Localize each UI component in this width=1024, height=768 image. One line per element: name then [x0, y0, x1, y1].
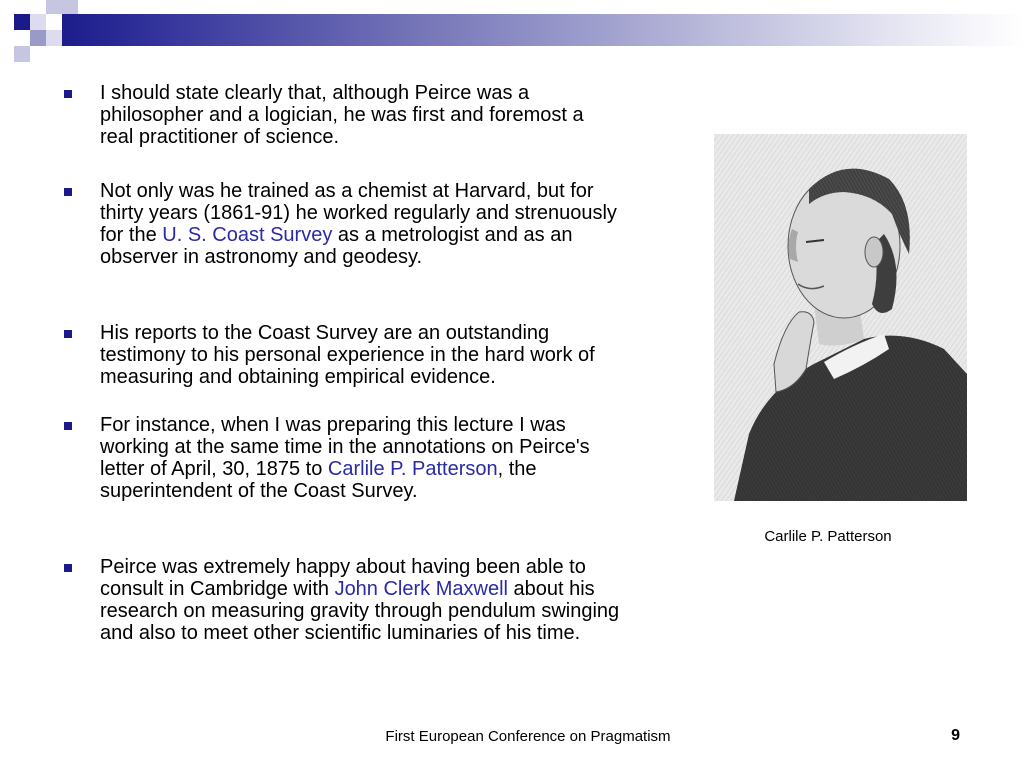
bullet-item — [60, 556, 620, 644]
carlile-patterson-link[interactable]: Carlile P. Patterson — [327, 458, 498, 480]
header-square-decoration — [30, 14, 46, 30]
bullet-text: Not only was he trained as a chemist at Harvard, but for thirty years (1861-91) he worked regularly and strenuously for the U. S. Coast Survey as a metrologist and as an observer in astronomy and geodesy. — [100, 180, 617, 268]
square-bullet-icon — [64, 330, 72, 338]
header-square-decoration — [14, 14, 30, 30]
footer-text: First European Conference on Pragmatism — [385, 728, 671, 745]
bullet-text: I should state clearly that, although Peirce was a philosopher and a logician, he was first and foremost a real practitioner of science. — [100, 82, 584, 148]
square-bullet-icon — [64, 188, 72, 196]
header-square-decoration — [46, 0, 62, 14]
portrait-image — [714, 134, 967, 501]
bullet-text: Peirce was extremely happy about having been able to consult in Cambridge with John Clerk Maxwell about his research on measuring gravity through pendulum swinging and also to meet other scientific luminaries of his time. — [100, 556, 620, 644]
john-clerk-maxwell-link[interactable]: John Clerk Maxwell — [334, 578, 508, 600]
bullet-text: For instance, when I was preparing this lecture I was working at the same time in the annotations on Peirce's letter of April, 30, 1875 to Carlile P. Patterson, the superintendent of the Coast Survey. — [100, 414, 590, 502]
square-bullet-icon — [64, 422, 72, 430]
page-number: 9 — [951, 727, 960, 744]
header-square-decoration — [46, 30, 62, 46]
bullet-item — [60, 322, 620, 388]
header-gradient-bar — [62, 14, 1024, 46]
square-bullet-icon — [64, 90, 72, 98]
bullet-item — [60, 414, 620, 502]
header-square-decoration — [14, 46, 30, 62]
bullet-item — [60, 180, 620, 268]
header-square-decoration — [62, 0, 78, 14]
portrait-illustration — [714, 134, 967, 501]
header-square-decoration — [30, 30, 46, 46]
square-bullet-icon — [64, 564, 72, 572]
bullet-item — [60, 82, 620, 148]
coast-survey-link[interactable]: U. S. Coast Survey — [162, 224, 333, 246]
image-caption: Carlile P. Patterson — [764, 528, 892, 545]
bullet-text: His reports to the Coast Survey are an outstanding testimony to his personal experience in the hard work of measuring and obtaining empirical evidence. — [100, 322, 595, 388]
